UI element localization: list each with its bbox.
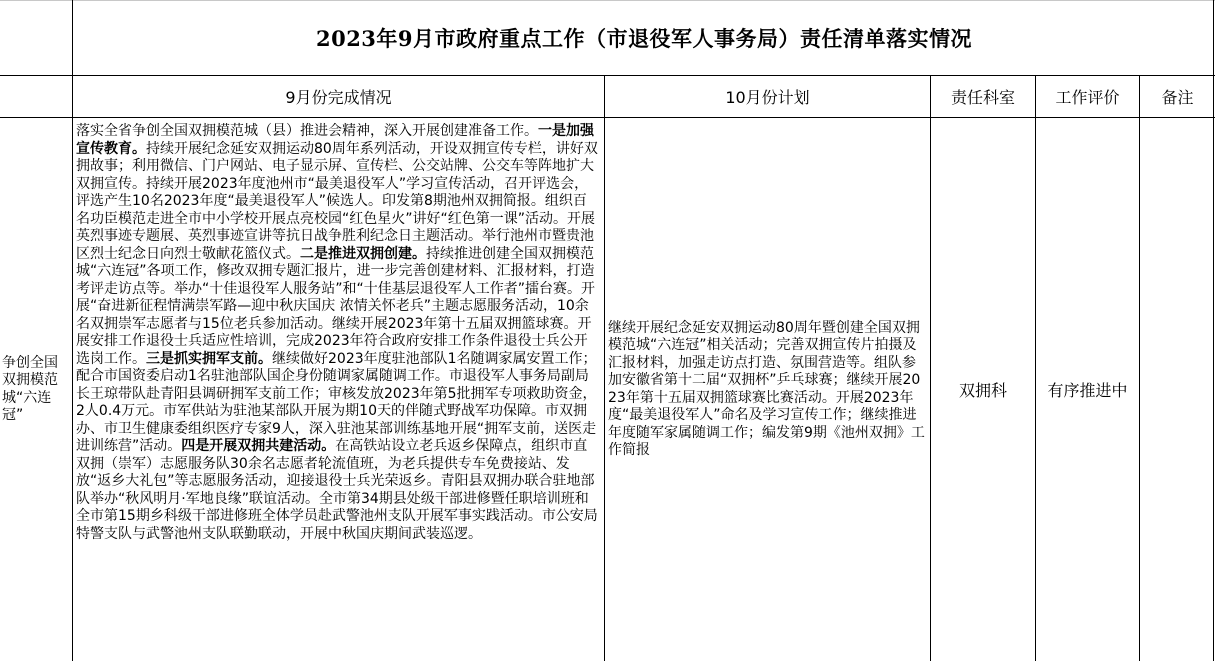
grid-line-v-right: [1213, 0, 1214, 661]
september-completion-cell: [73, 118, 604, 661]
task-name-cell: 争创全国双拥模范城“六连冠”: [2, 354, 58, 423]
september-section-heading: 四是开展双拥共建活动。: [181, 438, 336, 454]
september-section-heading: 一是加强宣传教育。: [76, 123, 594, 157]
september-text-segment: 在高铁站设立老兵返乡保障点，组织市直双拥（崇军）志愿服务队30余名志愿者轮流值班，为老兵提供专车免费接站、发放“返乡大礼包”等志愿服务活动，迎接退役士兵光荣返乡。青阳县双拥办联合驻地部队举办“秋风明月·军地良缘”联谊活动。全市第34期县处级干部进修暨任职培训班和全市第15期乡科级干部进修班全体学员赴武警池州支队开展军事实践活动。市公安局特警支队与武警池州支队联勤联动，开展中秋国庆期间武装巡逻。: [76, 438, 598, 542]
grid-line-v-2: [604, 76, 605, 661]
header-remarks: 备注: [1161, 88, 1194, 107]
september-section-heading: 二是推进双拥创建。: [300, 245, 426, 262]
september-text-segment: 继续做好2023年度驻池部队1名随调家属安置工作；配合市国资委启动1名驻池部队国企身份随调家属随调工作。市退役军人事务局副局长王琼带队赴青阳县调研拥军支前工作；审核发放2023年第5批拥军专项救助资金，2人0.4万元。市军供站为驻池某部队开展为期10天的伴随式野战军功保障。市双拥办、市卫生健康委组织医疗专家9人，深入驻池某部训练基地开展“拥军支前，送医走进训练营”活动。: [76, 350, 597, 454]
responsible-department-cell: 双拥科: [958, 381, 1007, 400]
september-text-segment: 持续推进创建全国双拥模范城“六连冠”各项工作，修改双拥专题汇报片，进一步完善创建材料、汇报材料，打造考评走访点等。举办“十佳退役军人服务站”和“十佳基层退役军人工作者”擂台赛。开展“奋进新征程情满崇军路—迎中秋庆国庆 浓情关怀老兵”主题志愿服务活动，10余名双拥崇军志愿者与15位老兵参加活动。继续开展2023年第十五届双拥篮球赛。开展安排工作退役士兵适应性培训，完成2023年符合政府安排工作条件退役士兵公开选岗工作。: [76, 245, 596, 367]
september-text-segment: 落实全省争创全国双拥模范城（县）推进会精神，深入开展创建准备工作。: [76, 123, 538, 139]
header-responsible-department: 责任科室: [950, 88, 1015, 107]
grid-line-v-1: [72, 0, 73, 661]
remarks-cell: [1140, 118, 1215, 661]
october-plan-cell: 继续开展纪念延安双拥运动80周年暨创建全国双拥模范城“六连冠”相关活动；完善双拥宣传片拍摄及汇报材料，加强走访点打造、氛围营造等。组队参加安徽省第十二届“双拥杯”乒乓球赛；继续开展2023年第十五届双拥篮球赛比赛活动。开展2023年度“最美退役军人”命名及学习宣传工作；继续推进年度随军家属随调工作；编发第9期《池州双拥》工作简报: [608, 319, 925, 458]
work-evaluation-cell: 有序推进中: [1047, 381, 1128, 400]
grid-line-v-3: [930, 76, 931, 661]
september-completion-text: [76, 123, 598, 543]
header-september-completion: 9月份完成情况: [285, 88, 392, 107]
page-title: 2023年9月市政府重点工作（市退役军人事务局）责任清单落实情况: [315, 25, 973, 51]
grid-line-v-4: [1035, 76, 1036, 661]
grid-line-h-title: [0, 75, 1215, 76]
header-task: [0, 76, 72, 117]
header-october-plan: 10月份计划: [725, 88, 810, 107]
grid-line-v-5: [1139, 76, 1140, 661]
grid-line-h-header: [0, 117, 1215, 118]
september-text-segment: 持续开展纪念延安双拥运动80周年系列活动，开设双拥宣传专栏，讲好双拥故事；利用微信、门户网站、电子显示屏、宣传栏、公交站牌、公交车等阵地扩大双拥宣传。持续开展2023年度池州市“最美退役军人”学习宣传活动，召开评选会，评选产生10名2023年度“最美退役军人”候选人。印发第8期池州双拥简报。组织百名功臣模范走进全市中小学校开展点亮校园“红色星火”讲好“红色第一课”活动。开展英烈事迹专题展、英烈事迹宣讲等抗日战争胜利纪念日主题活动。举行池州市暨贵池区烈士纪念日向烈士敬献花篮仪式。: [76, 140, 598, 262]
header-work-evaluation: 工作评价: [1055, 88, 1120, 107]
september-section-heading: 三是抓实拥军支前。: [146, 350, 272, 367]
